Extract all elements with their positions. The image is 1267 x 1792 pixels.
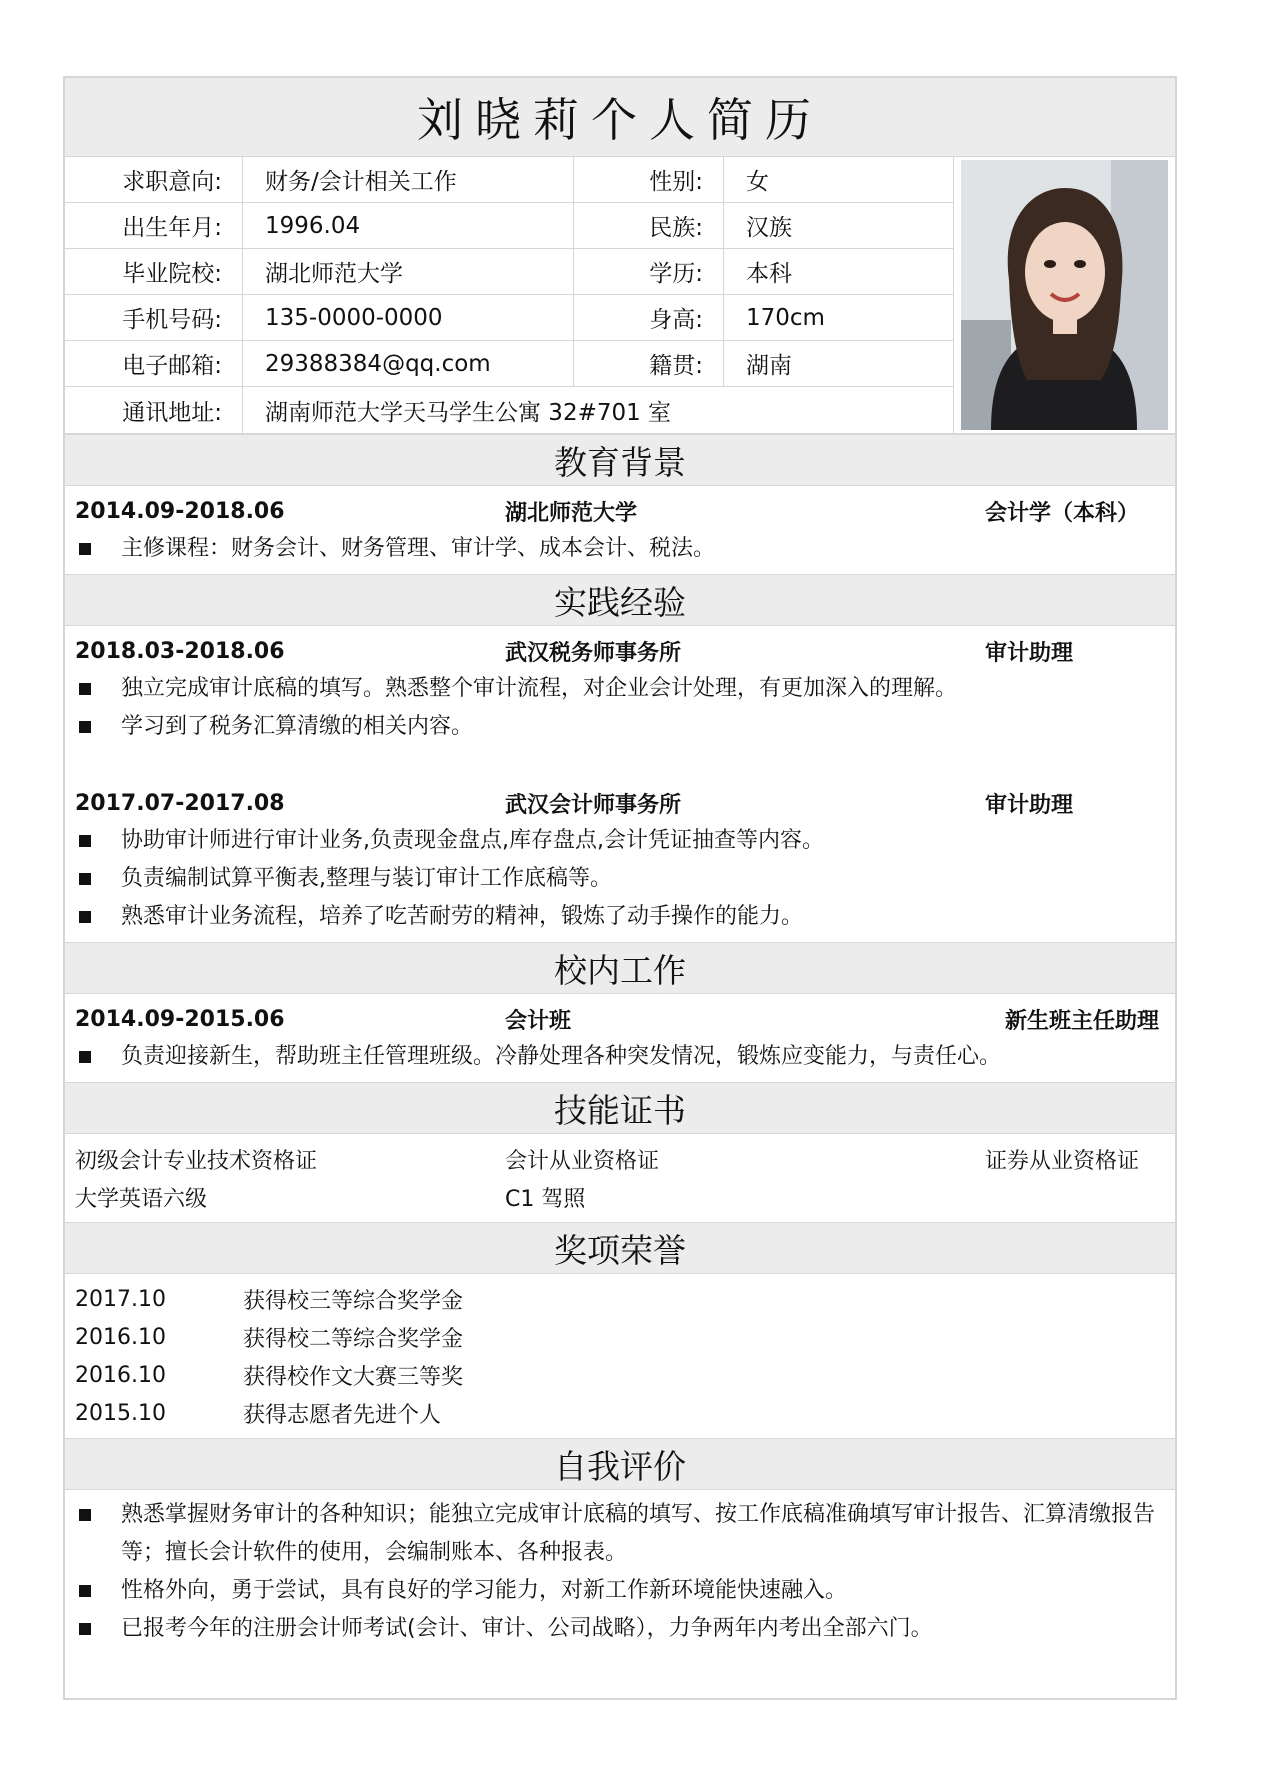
entry-header [75,784,1165,822]
square-bullet-icon [79,543,91,555]
info-value: 29388384@qq.com [243,341,574,386]
info-row [65,157,954,203]
bullet-item [75,708,1165,746]
section-heading-awards: 奖项荣誉 [65,1222,1175,1274]
resume-title: 刘晓莉个人简历 [65,78,1175,157]
section-heading-education: 教育背景 [65,434,1175,486]
square-bullet-icon [79,1623,91,1635]
bullet-item [75,1038,1165,1076]
bullet-item [75,530,1165,568]
entry-organization: 武汉会计师事务所 [505,792,682,818]
profile-photo [961,160,1168,430]
info-label: 毕业院校: [65,249,243,294]
awards-section [65,1274,1175,1438]
section-heading-self-evaluation: 自我评价 [65,1438,1175,1490]
section-heading-skills: 技能证书 [65,1082,1175,1134]
bullet-item [75,822,1165,860]
info-label: 求职意向: [65,157,243,202]
skill-item: C1 驾照 [505,1186,586,1212]
resume-page [63,76,1177,1700]
skills-row [75,1178,1165,1216]
info-value: 财务/会计相关工作 [243,157,574,202]
info-label: 籍贯: [574,341,724,386]
award-name: 获得校三等综合奖学金 [243,1288,464,1314]
info-row [65,249,954,295]
bullet-item [75,898,1165,936]
info-label: 电子邮箱: [65,341,243,386]
skills-section [65,1134,1175,1222]
photo-frame [954,157,1175,433]
bullet-item [75,670,1165,708]
award-item [75,1356,1165,1394]
award-item [75,1280,1165,1318]
square-bullet-icon [79,873,91,885]
bullet-item [75,1610,1165,1648]
skill-item: 大学英语六级 [75,1186,208,1212]
info-label: 民族: [574,203,724,248]
bullet-text: 协助审计师进行审计业务,负责现金盘点,库存盘点,会计凭证抽查等内容。 [121,828,824,853]
entry-organization: 武汉税务师事务所 [505,640,682,666]
info-table [65,157,954,433]
award-item [75,1394,1165,1432]
info-label: 性别: [574,157,724,202]
practice-section [65,626,1175,942]
award-date: 2017.10 [75,1286,166,1312]
entry-date: 2017.07-2017.08 [75,790,285,816]
personal-info [65,157,1175,434]
info-label: 学历: [574,249,724,294]
bullet-text: 熟悉审计业务流程，培养了吃苦耐劳的精神，锻炼了动手操作的能力。 [121,904,804,929]
skills-row [75,1140,1165,1178]
bullet-text: 已报考今年的注册会计师考试(会计、审计、公司战略），力争两年内考出全部六门。 [121,1616,933,1641]
bullet-text: 主修课程：财务会计、财务管理、审计学、成本会计、税法。 [121,536,716,561]
award-name: 获得校作文大赛三等奖 [243,1364,464,1390]
square-bullet-icon [79,721,91,733]
self-evaluation-section [65,1490,1175,1654]
info-value: 135-0000-0000 [243,295,574,340]
bullet-text: 学习到了税务汇算清缴的相关内容。 [121,714,474,739]
info-label: 身高: [574,295,724,340]
entry-header [75,632,1165,670]
bullet-item [75,1572,1165,1610]
skill-item: 初级会计专业技术资格证 [75,1148,318,1174]
entry-date: 2018.03-2018.06 [75,638,285,664]
info-value: 湖南 [724,341,954,386]
entry-date: 2014.09-2018.06 [75,498,285,524]
bullet-text: 负责迎接新生，帮助班主任管理班级。冷静处理各种突发情况，锻炼应变能力，与责任心。 [121,1044,1002,1069]
entry-date: 2014.09-2015.06 [75,1006,285,1032]
square-bullet-icon [79,911,91,923]
info-value: 湖南师范大学天马学生公寓 32#701 室 [243,387,954,433]
square-bullet-icon [79,683,91,695]
bullet-item [75,860,1165,898]
entry-header [75,492,1165,530]
info-label: 出生年月: [65,203,243,248]
entry-header [75,1000,1165,1038]
entry-organization: 湖北师范大学 [505,500,638,526]
bullet-text: 熟悉掌握财务审计的各种知识；能独立完成审计底稿的填写、按工作底稿准确填写审计报告、汇算清缴报告等；擅长会计软件的使用，会编制账本、各种报表。 [121,1502,1156,1565]
bullet-text: 独立完成审计底稿的填写。熟悉整个审计流程，对企业会计处理，有更加深入的理解。 [121,676,958,701]
info-row [65,341,954,387]
section-heading-campus: 校内工作 [65,942,1175,994]
info-row [65,203,954,249]
award-name: 获得校二等综合奖学金 [243,1326,464,1352]
bullet-text: 性格外向，勇于尝试，具有良好的学习能力，对新工作新环境能快速融入。 [121,1578,848,1603]
info-value: 女 [724,157,954,202]
square-bullet-icon [79,1051,91,1063]
bullet-text: 负责编制试算平衡表,整理与装订审计工作底稿等。 [121,866,612,891]
square-bullet-icon [79,1585,91,1597]
info-value: 汉族 [724,203,954,248]
info-row-address [65,387,954,433]
section-heading-practice: 实践经验 [65,574,1175,626]
profile-photo-illustration [961,160,1168,430]
entry-organization: 会计班 [505,1008,572,1034]
award-date: 2015.10 [75,1400,166,1426]
skill-item: 会计从业资格证 [505,1148,660,1174]
award-date: 2016.10 [75,1362,166,1388]
skill-item: 证券从业资格证 [985,1148,1140,1174]
info-value: 1996.04 [243,203,574,248]
entry-role: 会计学（本科） [985,500,1140,526]
campus-section [65,994,1175,1082]
entry-role: 新生班主任助理 [1004,1008,1159,1034]
bullet-item [75,1496,1165,1572]
award-name: 获得志愿者先进个人 [243,1402,442,1428]
info-value: 本科 [724,249,954,294]
info-label: 通讯地址: [65,387,243,433]
info-row [65,295,954,341]
entry-role: 审计助理 [985,792,1074,818]
info-value: 170cm [724,295,954,340]
entry-role: 审计助理 [985,640,1074,666]
award-date: 2016.10 [75,1324,166,1350]
info-value: 湖北师范大学 [243,249,574,294]
education-section [65,486,1175,574]
award-item [75,1318,1165,1356]
info-label: 手机号码: [65,295,243,340]
square-bullet-icon [79,1509,91,1521]
square-bullet-icon [79,835,91,847]
